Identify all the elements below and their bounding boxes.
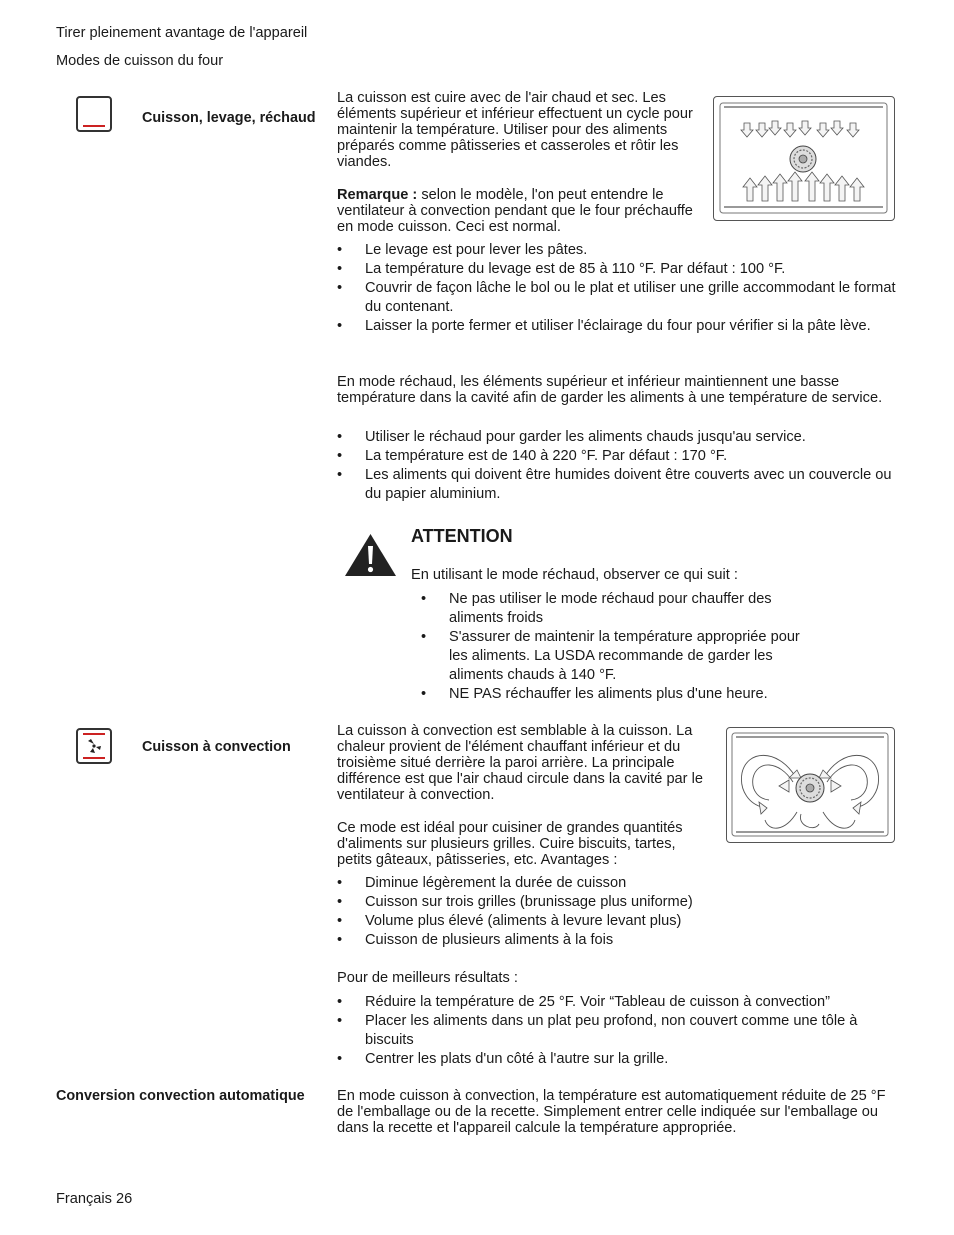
bake-intro-text: La cuisson est cuire avec de l'air chaud et sec. Les éléments supérieur et inférieur effectuent un cycle pour maintenir la température. Utiliser pour des aliments préparés comme pâtisseries et casseroles et rôtir les viandes. — [337, 90, 693, 170]
bake-note-text: selon le modèle, l'on peut entendre le ventilateur à convection pendant que le four préchauffe en mode cuisson. Ceci est normal. — [337, 187, 693, 235]
convection-intro-text: La cuisson à convection est semblable à la cuisson. La chaleur provient de l'élément chauffant inférieur et du troisième situé derrière la paroi arrière. La principale différence est que l'air chaud circule dans la cavité par le ventilateur à convection. — [337, 723, 703, 803]
attention-intro: En utilisant le mode réchaud, observer ce qui suit : — [411, 567, 738, 583]
list-item: • La température est de 140 à 220 °F. Par défaut : 170 °F. — [337, 447, 897, 466]
best-results-list — [337, 993, 897, 1069]
bake-mode-icon — [76, 96, 112, 132]
section-label-auto-conversion: Conversion convection automatique — [56, 1088, 305, 1104]
bake-bottom-element-mark — [83, 125, 105, 127]
attention-bullet-list — [421, 590, 806, 704]
page-header-subtitle: Modes de cuisson du four — [56, 53, 224, 69]
list-item: • Placer les aliments dans un plat peu profond, non couvert comme une tôle à biscuits — [337, 1012, 897, 1050]
convection-bake-icon — [76, 728, 112, 764]
warning-icon — [343, 532, 398, 578]
convection-oven-diagram — [727, 728, 893, 841]
auto-conversion-text: En mode cuisson à convection, la température est automatiquement réduite de 25 °F de l'emballage ou de la recette. Simplement entrer celle indiquée sur l'emballage ou dans la recette et l'appareil calcule la température appropriée. — [337, 1088, 886, 1136]
fan-icon — [86, 738, 102, 754]
list-item: • Laisser la porte fermer et utiliser l'éclairage du four pour vérifier si la pâte lève. — [337, 317, 897, 336]
convection-oven-illustration — [726, 727, 895, 843]
list-item: • Réduire la température de 25 °F. Voir “Tableau de cuisson à convection” — [337, 993, 897, 1012]
bake-note — [337, 187, 697, 235]
warning-triangle-icon — [343, 532, 398, 578]
list-item: • Diminue légèrement la durée de cuisson — [337, 874, 897, 893]
section-label-convection: Cuisson à convection — [142, 739, 291, 755]
list-item: • La température du levage est de 85 à 110 °F. Par défaut : 100 °F. — [337, 260, 897, 279]
warm-bullet-list — [337, 428, 897, 504]
list-item: • Utiliser le réchaud pour garder les aliments chauds jusqu'au service. — [337, 428, 897, 447]
list-item: • Centrer les plats d'un côté à l'autre sur la grille. — [337, 1050, 897, 1069]
attention-title: ATTENTION — [411, 526, 513, 546]
convection-ideal-text: Ce mode est idéal pour cuisiner de grandes quantités d'aliments sur plusieurs grilles. Cuire biscuits, tartes, petits gâteaux, pâtisseries, etc. Avantages : — [337, 820, 683, 868]
list-item: • Volume plus élevé (aliments à levure levant plus) — [337, 912, 897, 931]
convection-advantages-list — [337, 874, 897, 950]
bake-oven-illustration — [713, 96, 895, 221]
list-item: • Cuisson de plusieurs aliments à la fois — [337, 931, 897, 950]
bake-oven-diagram — [714, 97, 893, 219]
warm-intro-text: En mode réchaud, les éléments supérieur et inférieur maintiennent une basse température dans la cavité afin de garder les aliments à une température de service. — [337, 374, 883, 406]
list-item: • Ne pas utiliser le mode réchaud pour chauffer des aliments froids — [421, 590, 806, 628]
list-item: • Couvrir de façon lâche le bol ou le plat et utiliser une grille accommodant le format du contenant. — [337, 279, 897, 317]
convection-top-mark — [83, 733, 105, 735]
list-item: • S'assurer de maintenir la température appropriée pour les aliments. La USDA recommande de garder les aliments chauds à 140 °F. — [421, 628, 806, 685]
page-number: Français 26 — [56, 1191, 133, 1207]
convection-bottom-mark — [83, 757, 105, 759]
bake-note-label: Remarque : — [337, 187, 418, 203]
page-header-title: Tirer pleinement avantage de l'appareil — [56, 25, 308, 41]
list-item: • Le levage est pour lever les pâtes. — [337, 241, 897, 260]
proof-bullet-list — [337, 241, 897, 336]
list-item: • Les aliments qui doivent être humides doivent être couverts avec un couvercle ou du papier aluminium. — [337, 466, 897, 504]
best-results-intro: Pour de meilleurs résultats : — [337, 970, 518, 986]
list-item: • Cuisson sur trois grilles (brunissage plus uniforme) — [337, 893, 897, 912]
section-label-bake: Cuisson, levage, réchaud — [142, 110, 316, 126]
list-item: • NE PAS réchauffer les aliments plus d'une heure. — [421, 685, 806, 704]
